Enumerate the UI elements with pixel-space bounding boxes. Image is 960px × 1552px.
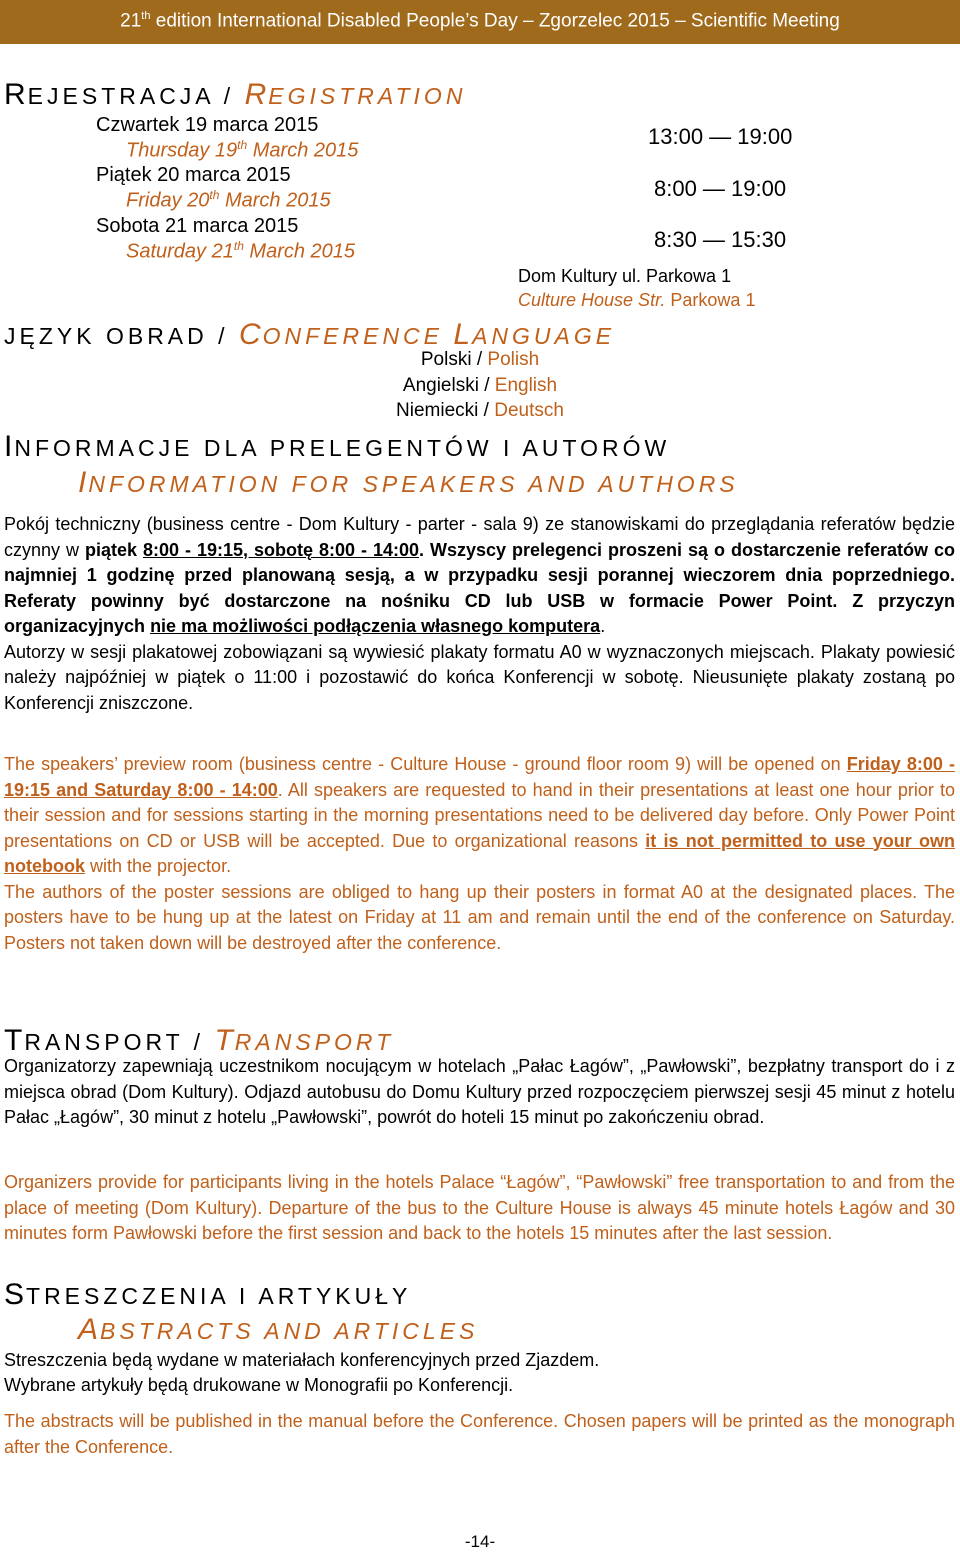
day-en-sup: th (237, 138, 248, 152)
heading-rest: ONFERENCE (262, 323, 454, 349)
transport-heading (4, 1024, 394, 1058)
text: The speakers’ preview room (business centre - Culture House - ground floor room 9) will be opened on (4, 754, 847, 774)
day-2-time: 8:00 — 19:00 (654, 176, 787, 201)
day-1-pl: Czwartek 19 marca 2015 (96, 114, 319, 136)
speakers-paragraph-pl (4, 512, 955, 716)
abstracts-pl-line1: Streszczenia będą wydane w materiałach konferencyjnych przed Zjazdem. (4, 1350, 600, 1370)
language-pl: Polski / (420, 349, 488, 370)
speakers-paragraph-en (4, 752, 955, 956)
transport-paragraph-pl: Organizatorzy zapewniają uczestnikom nocującym w hotelach „Pałac Łagów”, „Pawłowski”, bezpłatny transport do i z miejsca obrad (Dom Kultury). Odjazd autobusu do Domu Kultury przed rozpoczęciem pierwszej sesji 45 minut z hotelu Pałac „Łagów”, 30 minut z hotelu „Pawłowski”, powrót do hoteli 15 minut po zakończeniu obrad. (4, 1056, 955, 1127)
day-en-sup: th (209, 188, 220, 202)
language-german (0, 400, 960, 422)
text: The authors of the poster sessions are obliged to hang up their posters in format A0 at the designated places. The posters have to be hung up at the latest on Friday at 11 am and remain until the end of the conference on Saturday. Posters not taken down will be destroyed after the conference. (4, 881, 955, 953)
heading-rest: RANSPORT (24, 1029, 184, 1055)
text: . (600, 616, 606, 636)
venue-pl: Dom Kultury ul. Parkowa 1 (518, 266, 732, 286)
day-1-time: 13:00 — 19:00 (648, 124, 793, 149)
heading-rest: RANSPORT (234, 1029, 395, 1055)
language-en: Polish (487, 349, 540, 370)
heading-separator: / (183, 1029, 215, 1055)
text: Pokój techniczny (business centre - Dom Kultury - parter - sala 9) ze stanowiskami do przeglądania referatów będzie czynny w (4, 514, 955, 560)
text-bold-underline: 8:00 - 19:15, sobotę 8:00 - 14:00 (143, 539, 419, 560)
heading-cap: R (244, 78, 269, 111)
page-number: -14- (464, 1532, 496, 1551)
heading-rest: ANGUAGE (472, 323, 616, 349)
text: with the projector. (85, 856, 232, 876)
day-en-text: March 2015 (219, 189, 331, 212)
language-pl: Niemiecki / (396, 400, 495, 421)
heading-pl: JĘZYK OBRAD (4, 323, 208, 349)
heading-cap: C (238, 318, 263, 351)
day-en-text: Thursday 19 (126, 139, 238, 162)
text-bold-underline: Friday 8:00 - 19:15 and Saturday 8:00 - 14:00 (4, 754, 955, 800)
language-english (0, 375, 960, 397)
day-2-pl: Piątek 20 marca 2015 (96, 164, 291, 186)
text: Autorzy w sesji plakatowej zobowiązani są wywiesić plakaty formatu A0 w wyznaczonych miejscach. Plakaty powiesić należy najpóźniej w piątek o 11:00 i pozostawić do końca Konferencji w sobotę. Nieusunięte plakaty zostaną po Konferencji zniszczone. (4, 641, 955, 713)
text-bold-underline: nie ma możliwości podłączenia własnego komputera (150, 616, 601, 636)
abstracts-paragraph-en: The abstracts will be published in the manual before the Conference. Chosen papers will be printed as the monograph after the Conference. (4, 1411, 955, 1457)
speakers-heading-pl (4, 430, 670, 464)
day-en-text: March 2015 (243, 240, 356, 263)
venue-en (518, 290, 755, 311)
speakers-heading-en (78, 466, 739, 500)
language-pl: Angielski / (402, 375, 495, 396)
language-en: Deutsch (494, 400, 564, 421)
heading-rest: TRESZCZENIA I ARTYKUŁY (26, 1283, 412, 1309)
heading-cap: L (453, 318, 473, 351)
heading-separator: / (207, 323, 239, 349)
heading-cap: A (78, 1313, 101, 1346)
day-1-en (126, 138, 358, 163)
day-3-time: 8:30 — 15:30 (654, 227, 787, 252)
day-2-en (126, 188, 331, 213)
header-title (0, 10, 960, 32)
abstracts-pl-line2: Wybrane artykuły będą drukowane w Monografii po Konferencji. (4, 1375, 514, 1395)
heading-cap: I (4, 430, 15, 463)
abstracts-heading-en (78, 1313, 478, 1347)
venue-en-italic: Culture House Str. (518, 290, 666, 310)
header-title-text: edition International Disabled People’s Day – Zgorzelec 2015 – Scientific Meeting (150, 10, 840, 32)
heading-cap: T (4, 1024, 25, 1057)
language-polish (0, 349, 960, 371)
heading-rest: EJESTRACJA (27, 83, 214, 109)
heading-cap: S (4, 1278, 27, 1311)
abstracts-heading-pl (4, 1278, 411, 1312)
day-en-text: March 2015 (247, 139, 359, 162)
registration-heading (4, 78, 466, 112)
day-3-pl: Sobota 21 marca 2015 (96, 215, 299, 237)
text-bold: piątek (84, 539, 143, 560)
heading-rest: NFORMACJE DLA PRELEGENTÓW I AUTORÓW (14, 435, 671, 461)
day-en-text: Friday 20 (126, 189, 210, 212)
text: . All speakers are requested to hand in their presentations at least one hour prior to their session and for sessions starting in the morning presentations need to be delivered day before. Only Power Point presentations on CD or USB will be accepted. Due to organizational reasons (4, 779, 955, 851)
language-en: English (494, 375, 558, 396)
edition-number: 21 (120, 10, 142, 32)
day-en-sup: th (233, 239, 244, 253)
heading-cap: T (214, 1024, 235, 1057)
venue-en-rest: Parkowa 1 (665, 290, 756, 310)
heading-rest: NFORMATION FOR SPEAKERS AND AUTHORS (88, 471, 739, 497)
day-3-en (126, 239, 355, 264)
text-bold-underline: it is not permitted to use your own notebook (4, 830, 956, 876)
text-bold: . Wszyscy prelegenci proszeni są o dostarczenie referatów co najmniej 1 godzinę przed planowaną sesją, a w przypadku sesji porannej wieczorem dnia poprzedniego. Referaty powinny być dostarczone na nośniku CD lub USB w formacie Power Point. Z przyczyn organizacyjnych (4, 539, 956, 636)
language-heading (4, 318, 615, 352)
heading-rest: BSTRACTS AND ARTICLES (100, 1318, 479, 1344)
edition-suffix: th (141, 10, 151, 22)
transport-paragraph-en: Organizers provide for participants living in the hotels Palace “Łagów”, “Pawłowski” free transportation to and from the place of meeting (Dom Kultury). Departure of the bus to the Culture House is always 45 minute hotels Łagów and 30 minutes form Pawłowski before the first session and back to the hotels 15 minutes after the last session. (4, 1172, 955, 1243)
heading-rest: EGISTRATION (268, 83, 467, 109)
heading-cap: R (4, 78, 28, 111)
header-bar (0, 0, 960, 44)
day-en-text: Saturday 21 (126, 240, 234, 263)
heading-separator: / (213, 83, 245, 109)
heading-cap: I (78, 466, 89, 499)
